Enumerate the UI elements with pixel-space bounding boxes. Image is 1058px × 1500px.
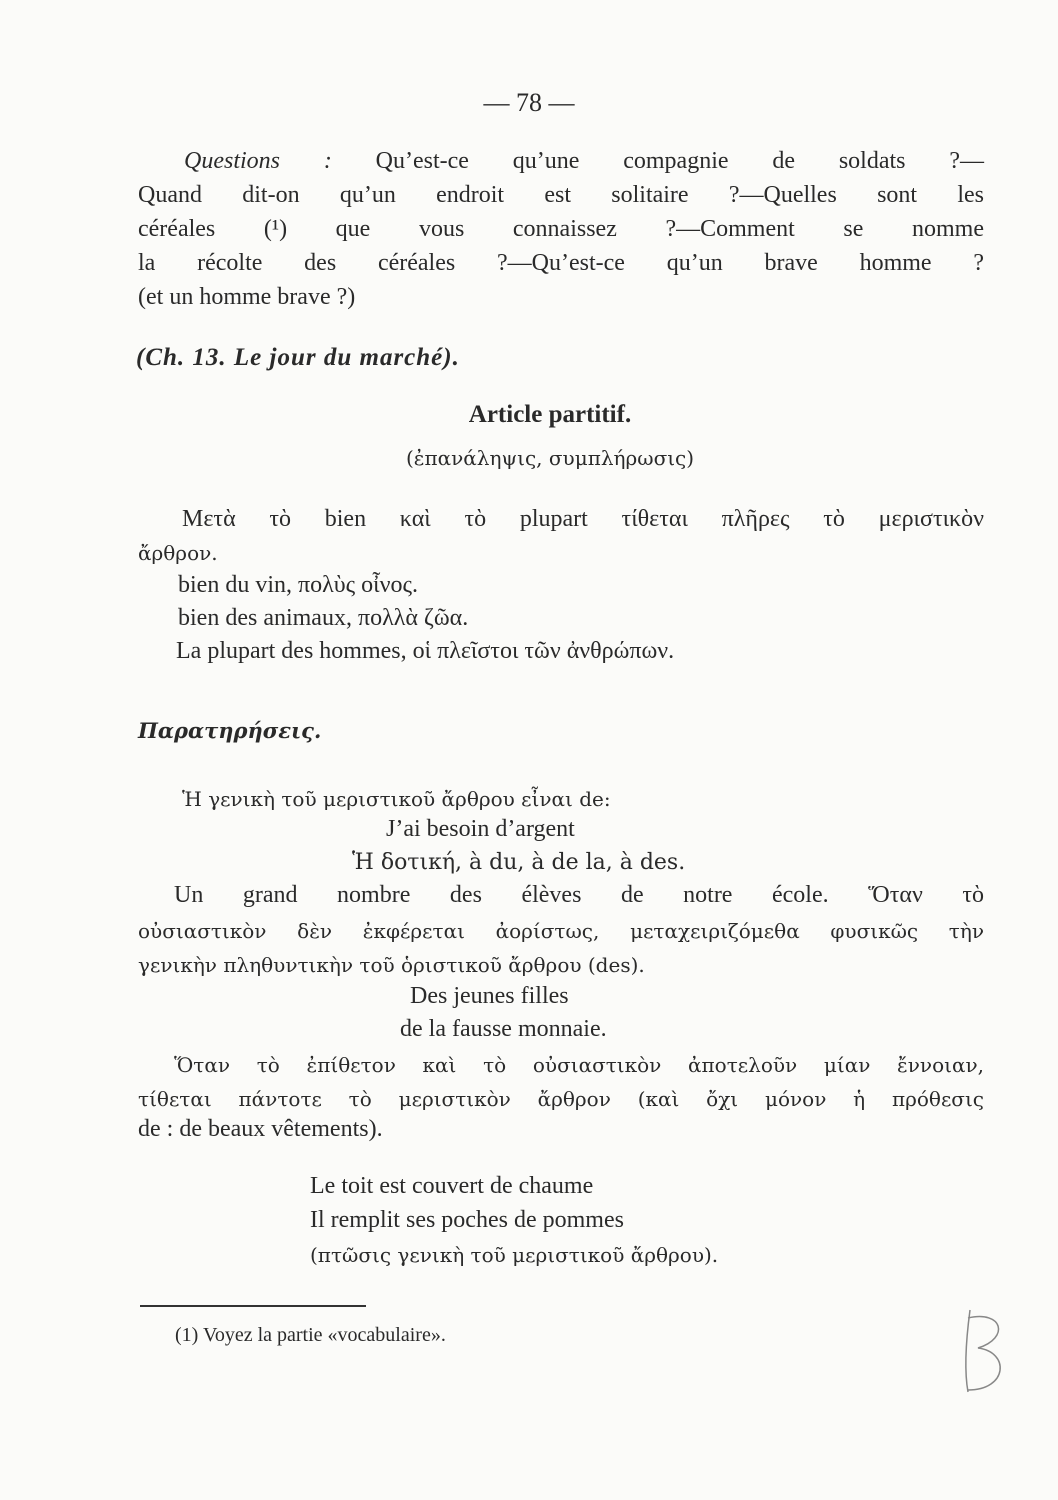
- pencil-mark-icon: [948, 1300, 1018, 1400]
- example-2: bien des animaux, πολλὰ ζῶα.: [178, 605, 469, 631]
- obs-p2-line-2: οὐσιαστικὸν δὲν ἐκφέρεται ἀορίστως, μεταχειριζόμεθα φυσικῶς τὴν: [138, 919, 984, 943]
- obs-example-4: Il remplit ses poches de pommes: [310, 1207, 624, 1233]
- questions-line-2: Quand dit-on qu’un endroit est solitaire ?—Quelles sont les: [138, 182, 984, 208]
- observations-heading: Παρατηρήσεις.: [138, 718, 322, 743]
- footnote: (1) Voyez la partie «vocabulaire».: [175, 1324, 446, 1346]
- questions-line-3: céréales (¹) que vous connaissez ?—Comment se nomme: [138, 216, 984, 242]
- obs-dative: Ἡ δοτική, à du, à de la, à des.: [352, 850, 686, 875]
- page-number: — 78 —: [483, 88, 575, 117]
- intro-line-2: ἄρθρον.: [138, 541, 218, 565]
- obs-p3-line-1: Ὅταν τὸ ἐπίθετον καὶ τὸ οὐσιαστικὸν ἀποτελοῦν μίαν ἔννοιαν,: [174, 1053, 984, 1077]
- questions-line-5: (et un homme brave ?): [138, 284, 356, 310]
- section-subtitle: (ἐπανάληψις, συμπλήρωσις): [405, 446, 695, 470]
- obs-genitive: Ἡ γενικὴ τοῦ μεριστικοῦ ἄρθρου εἶναι de:: [182, 787, 611, 811]
- obs-example-2: de la fausse monnaie.: [400, 1016, 607, 1042]
- obs-p3-line-2: τίθεται πάντοτε τὸ μεριστικὸν ἄρθρον (καὶ ὄχι μόνον ἡ πρόθεσις: [138, 1087, 984, 1111]
- questions-line-1-text: Qu’est-ce qu’une compagnie de soldats ?—: [375, 148, 984, 174]
- intro-line-1: Μετὰ τὸ bien καὶ τὸ plupart τίθεται πλῆρες τὸ μεριστικὸν: [182, 506, 984, 532]
- obs-p2-line-3: γενικὴν πληθυντικὴν τοῦ ὁριστικοῦ ἄρθρου (des).: [138, 953, 645, 977]
- obs-genitive-example: J’ai besoin d’argent: [386, 816, 575, 842]
- obs-example-3: Le toit est couvert de chaume: [310, 1173, 594, 1199]
- chapter-reference: (Ch. 13. Le jour du marché).: [136, 344, 460, 371]
- questions-label: Questions :: [184, 148, 332, 174]
- footnote-rule: [140, 1305, 366, 1307]
- obs-example-5: (πτῶσις γενικὴ τοῦ μεριστικοῦ ἄρθρου).: [310, 1243, 719, 1267]
- obs-example-1: Des jeunes filles: [410, 983, 569, 1009]
- section-title: Article partitif.: [468, 401, 632, 428]
- questions-line-1: [138, 146, 984, 176]
- questions-line-4: la récolte des céréales ?—Qu’est-ce qu’un brave homme ?: [138, 250, 984, 276]
- example-1: bien du vin, πολὺς οἶνος.: [178, 572, 418, 598]
- obs-p3-line-3: de : de beaux vêtements).: [138, 1116, 383, 1142]
- example-3: La plupart des hommes, οἱ πλεῖστοι τῶν ἀνθρώπων.: [176, 638, 675, 664]
- obs-p2-line-1: Un grand nombre des élèves de notre école. Ὅταν τὸ: [174, 882, 984, 908]
